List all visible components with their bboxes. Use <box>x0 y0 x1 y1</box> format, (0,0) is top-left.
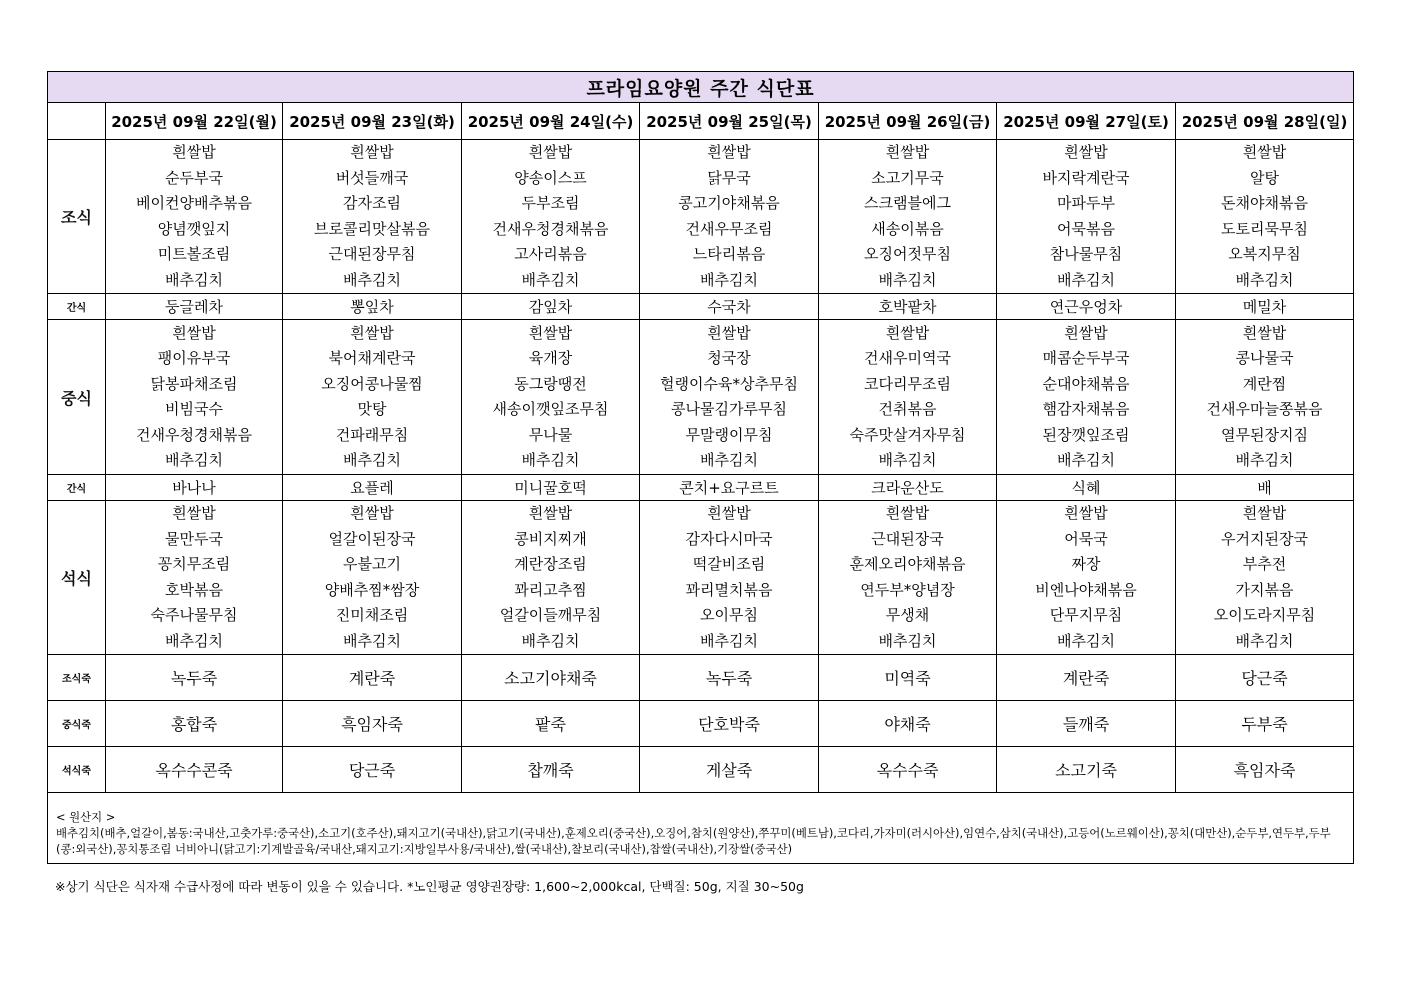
menu-item: 도토리묵무침 <box>1221 219 1308 238</box>
menu-item: 콩고기야채볶음 <box>678 194 780 212</box>
menu-item: 맛탕 <box>357 400 387 418</box>
menu-item: 배추김치 <box>165 451 223 469</box>
menu-item: 건새우청경채볶음 <box>492 219 609 238</box>
menu-item: 두부조림 <box>521 194 580 212</box>
dinner-cell <box>1176 501 1354 655</box>
menu-item: 느타리볶음 <box>692 245 766 263</box>
menu-item: 배추김치 <box>878 631 937 650</box>
breakfast-cell <box>462 140 640 294</box>
lunch-row <box>48 320 1354 475</box>
menu-item: 건새우무조림 <box>685 219 773 238</box>
snack_am-cell: 메밀차 <box>1176 294 1354 320</box>
menu-item: 계란찜 <box>1242 374 1287 393</box>
dinner-label: 석식 <box>48 501 106 655</box>
menu-item: 마파두부 <box>1057 194 1115 212</box>
date-header: 2025년 09월 27일(토) <box>997 103 1176 140</box>
lunch-porridge-label: 중식죽 <box>48 701 106 747</box>
menu-item: 흰쌀밥 <box>885 323 930 342</box>
menu-item: 건파래무침 <box>335 425 409 444</box>
snack_pm-cell: 배 <box>1176 475 1354 501</box>
porridge_dinner-cell: 당근죽 <box>283 747 462 793</box>
date-header: 2025년 09월 25일(목) <box>640 103 819 140</box>
menu-item: 단무지무침 <box>1049 606 1123 624</box>
menu-item: 청국장 <box>707 349 751 367</box>
porridge_lunch-cell: 팥죽 <box>462 701 640 747</box>
menu-item: 배추김치 <box>343 451 401 469</box>
menu-item: 꽁치무조림 <box>157 555 231 573</box>
menu-item: 비빔국수 <box>165 400 223 418</box>
breakfast-menu-list <box>640 140 818 293</box>
menu-item: 닭봉파채조림 <box>150 374 238 393</box>
menu-title: 프라임요양원 주간 식단표 <box>48 72 1354 103</box>
menu-item: 비엔나야채볶음 <box>1035 580 1137 599</box>
breakfast-cell <box>283 140 462 294</box>
menu-item: 알탕 <box>1250 168 1279 187</box>
menu-item: 흰쌀밥 <box>528 504 573 522</box>
menu-item: 순두부국 <box>165 168 223 187</box>
origin-info <box>48 793 1354 864</box>
morning-snack-row <box>48 294 1354 320</box>
breakfast-cell <box>1176 140 1354 294</box>
breakfast-row <box>48 140 1354 294</box>
menu-item: 꽈리멸치볶음 <box>685 580 773 599</box>
snack_am-cell: 감잎차 <box>462 294 640 320</box>
dinner-menu-list <box>1176 501 1353 654</box>
menu-item: 흰쌀밥 <box>172 504 216 522</box>
menu-item: 순대야채볶음 <box>1042 374 1130 393</box>
menu-item: 동그랑땡전 <box>514 374 587 393</box>
menu-item: 양송이스프 <box>514 168 587 187</box>
lunch-menu-list <box>283 321 461 474</box>
menu-item: 흰쌀밥 <box>528 143 573 161</box>
menu-item: 감자조림 <box>343 194 401 212</box>
porridge_dinner-cell: 소고기죽 <box>997 747 1176 793</box>
date-header: 2025년 09월 23일(화) <box>283 103 462 140</box>
snack_am-cell: 수국차 <box>640 294 819 320</box>
menu-item: 흰쌀밥 <box>707 504 751 522</box>
porridge_dinner-cell: 옥수수콘죽 <box>106 747 283 793</box>
porridge_lunch-cell: 홍합죽 <box>106 701 283 747</box>
dinner-menu-list <box>997 501 1175 654</box>
origin-text: 배추김치(배추,얼갈이,봄동:국내산,고춧가루:중국산),소고기(호주산),돼지고기(국내산),닭고기(국내산),훈제오리(중국산),오징어,참치(원양산),쭈꾸미(베트남),코다리,가자미(러시아산),임연수,삼치(국내산),고등어(노르웨이산),꽁치(대만산),순두부,연두부,두부(콩:외국산),꽁치통조림 너비아니(닭고기:기계발골육/국내산,돼지고기:지방일부사용/국내산),쌀(국내산),찰보리(국내산),찹쌀(국내산),기장쌀(중국산) <box>56 826 1331 856</box>
lunch-porridge-row <box>48 701 1354 747</box>
breakfast-porridge-label: 조식죽 <box>48 655 106 701</box>
menu-item: 계란장조림 <box>514 555 587 573</box>
date-header-row <box>48 103 1354 140</box>
menu-item: 오징어콩나물찜 <box>321 374 423 393</box>
menu-item: 브로콜리맛살볶음 <box>314 219 430 238</box>
menu-item: 흰쌀밥 <box>1064 504 1108 522</box>
menu-item: 콩비지찌개 <box>514 529 587 548</box>
menu-item: 어묵볶음 <box>1057 219 1115 238</box>
lunch-menu-list <box>462 321 639 474</box>
menu-item: 오복지무침 <box>1228 245 1301 263</box>
menu-item: 흰쌀밥 <box>172 143 216 161</box>
dinner-row <box>48 501 1354 655</box>
afternoon-snack-label: 간식 <box>48 475 106 501</box>
menu-item: 배추김치 <box>343 270 401 289</box>
menu-item: 무말랭이무침 <box>685 425 773 444</box>
porridge_lunch-cell: 흑임자죽 <box>283 701 462 747</box>
menu-item: 북어채계란국 <box>328 349 416 367</box>
menu-item: 배추김치 <box>1235 270 1294 289</box>
porridge_breakfast-cell: 녹두죽 <box>106 655 283 701</box>
menu-item: 어묵국 <box>1064 529 1108 548</box>
menu-item: 숙주나물무침 <box>150 606 238 624</box>
menu-item: 배추김치 <box>521 270 580 289</box>
menu-item: 바지락계란국 <box>1042 168 1130 187</box>
menu-item: 흰쌀밥 <box>172 323 216 342</box>
menu-item: 물만두국 <box>165 529 223 548</box>
menu-item: 건새우미역국 <box>864 349 951 367</box>
lunch-menu-list <box>640 321 818 474</box>
menu-item: 배추김치 <box>700 451 758 469</box>
menu-item: 감자다시마국 <box>685 529 773 548</box>
dinner-menu-list <box>283 501 461 654</box>
menu-item: 가지볶음 <box>1235 580 1294 599</box>
date-header: 2025년 09월 24일(수) <box>462 103 640 140</box>
porridge_lunch-cell: 단호박죽 <box>640 701 819 747</box>
dinner-cell <box>819 501 997 655</box>
lunch-cell <box>819 320 997 475</box>
menu-item: 얼갈이들깨무침 <box>499 606 602 624</box>
menu-item: 콩나물국 <box>1235 349 1294 367</box>
menu-item: 무생채 <box>885 606 930 624</box>
dinner-cell <box>997 501 1176 655</box>
dinner-cell <box>462 501 640 655</box>
lunch-cell <box>1176 320 1354 475</box>
menu-item: 배추김치 <box>878 451 937 469</box>
menu-item: 흰쌀밥 <box>528 323 573 342</box>
snack_am-cell: 뽕잎차 <box>283 294 462 320</box>
dinner-porridge-row <box>48 747 1354 793</box>
snack_pm-cell: 크라운산도 <box>819 475 997 501</box>
snack_pm-cell: 미니꿀호떡 <box>462 475 640 501</box>
lunch-cell <box>106 320 283 475</box>
lunch-cell <box>640 320 819 475</box>
menu-item: 오이도라지무침 <box>1213 606 1316 624</box>
dinner-menu-list <box>462 501 639 654</box>
porridge_dinner-cell: 흑임자죽 <box>1176 747 1354 793</box>
breakfast-menu-list <box>819 140 996 293</box>
snack_am-cell: 호박팥차 <box>819 294 997 320</box>
menu-item: 배추김치 <box>165 631 223 650</box>
porridge_breakfast-cell: 계란죽 <box>997 655 1176 701</box>
menu-item: 오이무침 <box>700 606 758 624</box>
menu-item: 배추김치 <box>878 270 937 289</box>
date-header: 2025년 09월 26일(금) <box>819 103 997 140</box>
date-header: 2025년 09월 28일(일) <box>1176 103 1354 140</box>
menu-item: 얼갈이된장국 <box>328 529 416 548</box>
lunch-menu-list <box>819 321 996 474</box>
menu-item: 흰쌀밥 <box>350 323 394 342</box>
menu-item: 짜장 <box>1071 555 1101 573</box>
dinner-menu-list <box>106 501 282 654</box>
menu-item: 흰쌀밥 <box>1242 504 1287 522</box>
morning-snack-label: 간식 <box>48 294 106 320</box>
porridge_lunch-cell: 들깨죽 <box>997 701 1176 747</box>
menu-item: 육개장 <box>528 349 573 367</box>
lunch-menu-list <box>997 321 1175 474</box>
menu-item: 소고기무국 <box>871 168 944 187</box>
menu-item: 참나물무침 <box>1049 245 1123 263</box>
breakfast-cell <box>997 140 1176 294</box>
lunch-menu-list <box>1176 321 1353 474</box>
breakfast-menu-list <box>997 140 1175 293</box>
lunch-cell <box>283 320 462 475</box>
menu-item: 부추전 <box>1242 555 1287 573</box>
menu-item: 배추김치 <box>165 270 223 289</box>
menu-item: 배추김치 <box>521 451 580 469</box>
weekly-menu-table <box>47 71 1354 864</box>
menu-item: 배추김치 <box>700 631 758 650</box>
menu-item: 양배추찜*쌈장 <box>324 580 420 599</box>
porridge_lunch-cell: 야채죽 <box>819 701 997 747</box>
menu-item: 새송이볶음 <box>871 219 944 238</box>
dinner-cell <box>640 501 819 655</box>
menu-item: 햄감자채볶음 <box>1042 400 1130 418</box>
menu-item: 근대된장국 <box>871 529 944 548</box>
breakfast-cell <box>819 140 997 294</box>
porridge_dinner-cell: 찹깨죽 <box>462 747 640 793</box>
menu-item: 미트볼조림 <box>157 245 231 263</box>
lunch-cell <box>997 320 1176 475</box>
menu-item: 버섯들깨국 <box>335 168 409 187</box>
menu-item: 호박볶음 <box>165 580 223 599</box>
menu-item: 건새우마늘쫑볶음 <box>1206 400 1323 418</box>
menu-item: 오징어젓무침 <box>864 245 951 263</box>
porridge_dinner-cell: 게살죽 <box>640 747 819 793</box>
menu-item: 무나물 <box>528 425 573 444</box>
menu-item: 근대된장무침 <box>328 245 416 263</box>
menu-item: 양념깻잎지 <box>157 219 231 238</box>
porridge_dinner-cell: 옥수수죽 <box>819 747 997 793</box>
menu-item: 콩나물김가루무침 <box>671 400 787 418</box>
porridge_breakfast-cell: 미역죽 <box>819 655 997 701</box>
snack_am-cell: 둥글레차 <box>106 294 283 320</box>
menu-item: 흰쌀밥 <box>350 504 394 522</box>
snack_pm-cell: 요플레 <box>283 475 462 501</box>
breakfast-menu-list <box>1176 140 1353 293</box>
menu-item: 흰쌀밥 <box>1064 323 1108 342</box>
menu-item: 흰쌀밥 <box>1242 323 1287 342</box>
menu-item: 고사리볶음 <box>514 245 587 263</box>
porridge_breakfast-cell: 계란죽 <box>283 655 462 701</box>
menu-item: 배추김치 <box>1057 451 1115 469</box>
menu-item: 닭무국 <box>707 168 751 187</box>
porridge_breakfast-cell: 당근죽 <box>1176 655 1354 701</box>
menu-item: 헐랭이수육*상추무침 <box>660 374 798 393</box>
lunch-label: 중식 <box>48 320 106 475</box>
menu-item: 배추김치 <box>343 631 401 650</box>
menu-item: 흰쌀밥 <box>885 143 930 161</box>
menu-item: 흰쌀밥 <box>885 504 930 522</box>
menu-item: 건새우청경채볶음 <box>136 425 252 444</box>
dinner-cell <box>106 501 283 655</box>
corner-cell <box>48 103 106 140</box>
porridge_breakfast-cell: 소고기야채죽 <box>462 655 640 701</box>
menu-item: 흰쌀밥 <box>350 143 394 161</box>
menu-item: 돈채야채볶음 <box>1221 194 1308 212</box>
menu-item: 건취볶음 <box>878 400 937 418</box>
menu-item: 새송이깻잎조무침 <box>492 400 609 418</box>
menu-item: 배추김치 <box>1057 631 1115 650</box>
breakfast-menu-list <box>462 140 639 293</box>
menu-item: 우불고기 <box>343 555 401 573</box>
menu-item: 훈제오리야채볶음 <box>849 555 966 573</box>
menu-item: 진미채조림 <box>335 606 409 624</box>
menu-item: 스크램블에그 <box>864 194 951 212</box>
menu-item: 배추김치 <box>521 631 580 650</box>
dinner-menu-list <box>640 501 818 654</box>
breakfast-menu-list <box>283 140 461 293</box>
breakfast-cell <box>106 140 283 294</box>
footer-note: ※상기 식단은 식자재 수급사정에 따라 변동이 있을 수 있습니다. *노인평균 영양권장량: 1,600~2,000kcal, 단백질: 50g, 지질 30~50g <box>55 879 804 894</box>
menu-item: 흰쌀밥 <box>707 143 751 161</box>
porridge_lunch-cell: 두부죽 <box>1176 701 1354 747</box>
menu-item: 꽈리고추찜 <box>514 580 587 599</box>
menu-item: 배추김치 <box>1235 631 1294 650</box>
menu-item: 흰쌀밥 <box>1242 143 1287 161</box>
snack_pm-cell: 콘치+요구르트 <box>640 475 819 501</box>
menu-item: 흰쌀밥 <box>707 323 751 342</box>
date-header: 2025년 09월 22일(월) <box>106 103 283 140</box>
dinner-menu-list <box>819 501 996 654</box>
snack_pm-cell: 식혜 <box>997 475 1176 501</box>
breakfast-menu-list <box>106 140 282 293</box>
lunch-cell <box>462 320 640 475</box>
menu-item: 숙주맛살겨자무침 <box>849 425 966 444</box>
menu-item: 연두부*양념장 <box>860 580 955 599</box>
afternoon-snack-row <box>48 475 1354 501</box>
menu-item: 우거지된장국 <box>1221 529 1308 548</box>
dinner-porridge-label: 석식죽 <box>48 747 106 793</box>
menu-item: 배추김치 <box>1057 270 1115 289</box>
menu-item: 팽이유부국 <box>157 349 231 367</box>
menu-item: 매콤순두부국 <box>1042 349 1130 367</box>
menu-item: 배추김치 <box>700 270 758 289</box>
breakfast-label: 조식 <box>48 140 106 294</box>
menu-item: 된장깻잎조림 <box>1042 425 1130 444</box>
lunch-menu-list <box>106 321 282 474</box>
origin-heading: < 원산지 > <box>56 810 116 824</box>
breakfast-porridge-row <box>48 655 1354 701</box>
menu-item: 흰쌀밥 <box>1064 143 1108 161</box>
dinner-cell <box>283 501 462 655</box>
snack_am-cell: 연근우엉차 <box>997 294 1176 320</box>
breakfast-cell <box>640 140 819 294</box>
menu-item: 떡갈비조림 <box>692 555 766 573</box>
menu-item: 배추김치 <box>1235 451 1294 469</box>
menu-item: 열무된장지짐 <box>1221 425 1308 444</box>
snack_pm-cell: 바나나 <box>106 475 283 501</box>
menu-item: 코다리무조림 <box>864 374 951 393</box>
porridge_breakfast-cell: 녹두죽 <box>640 655 819 701</box>
menu-item: 베이컨양배추볶음 <box>136 194 252 212</box>
